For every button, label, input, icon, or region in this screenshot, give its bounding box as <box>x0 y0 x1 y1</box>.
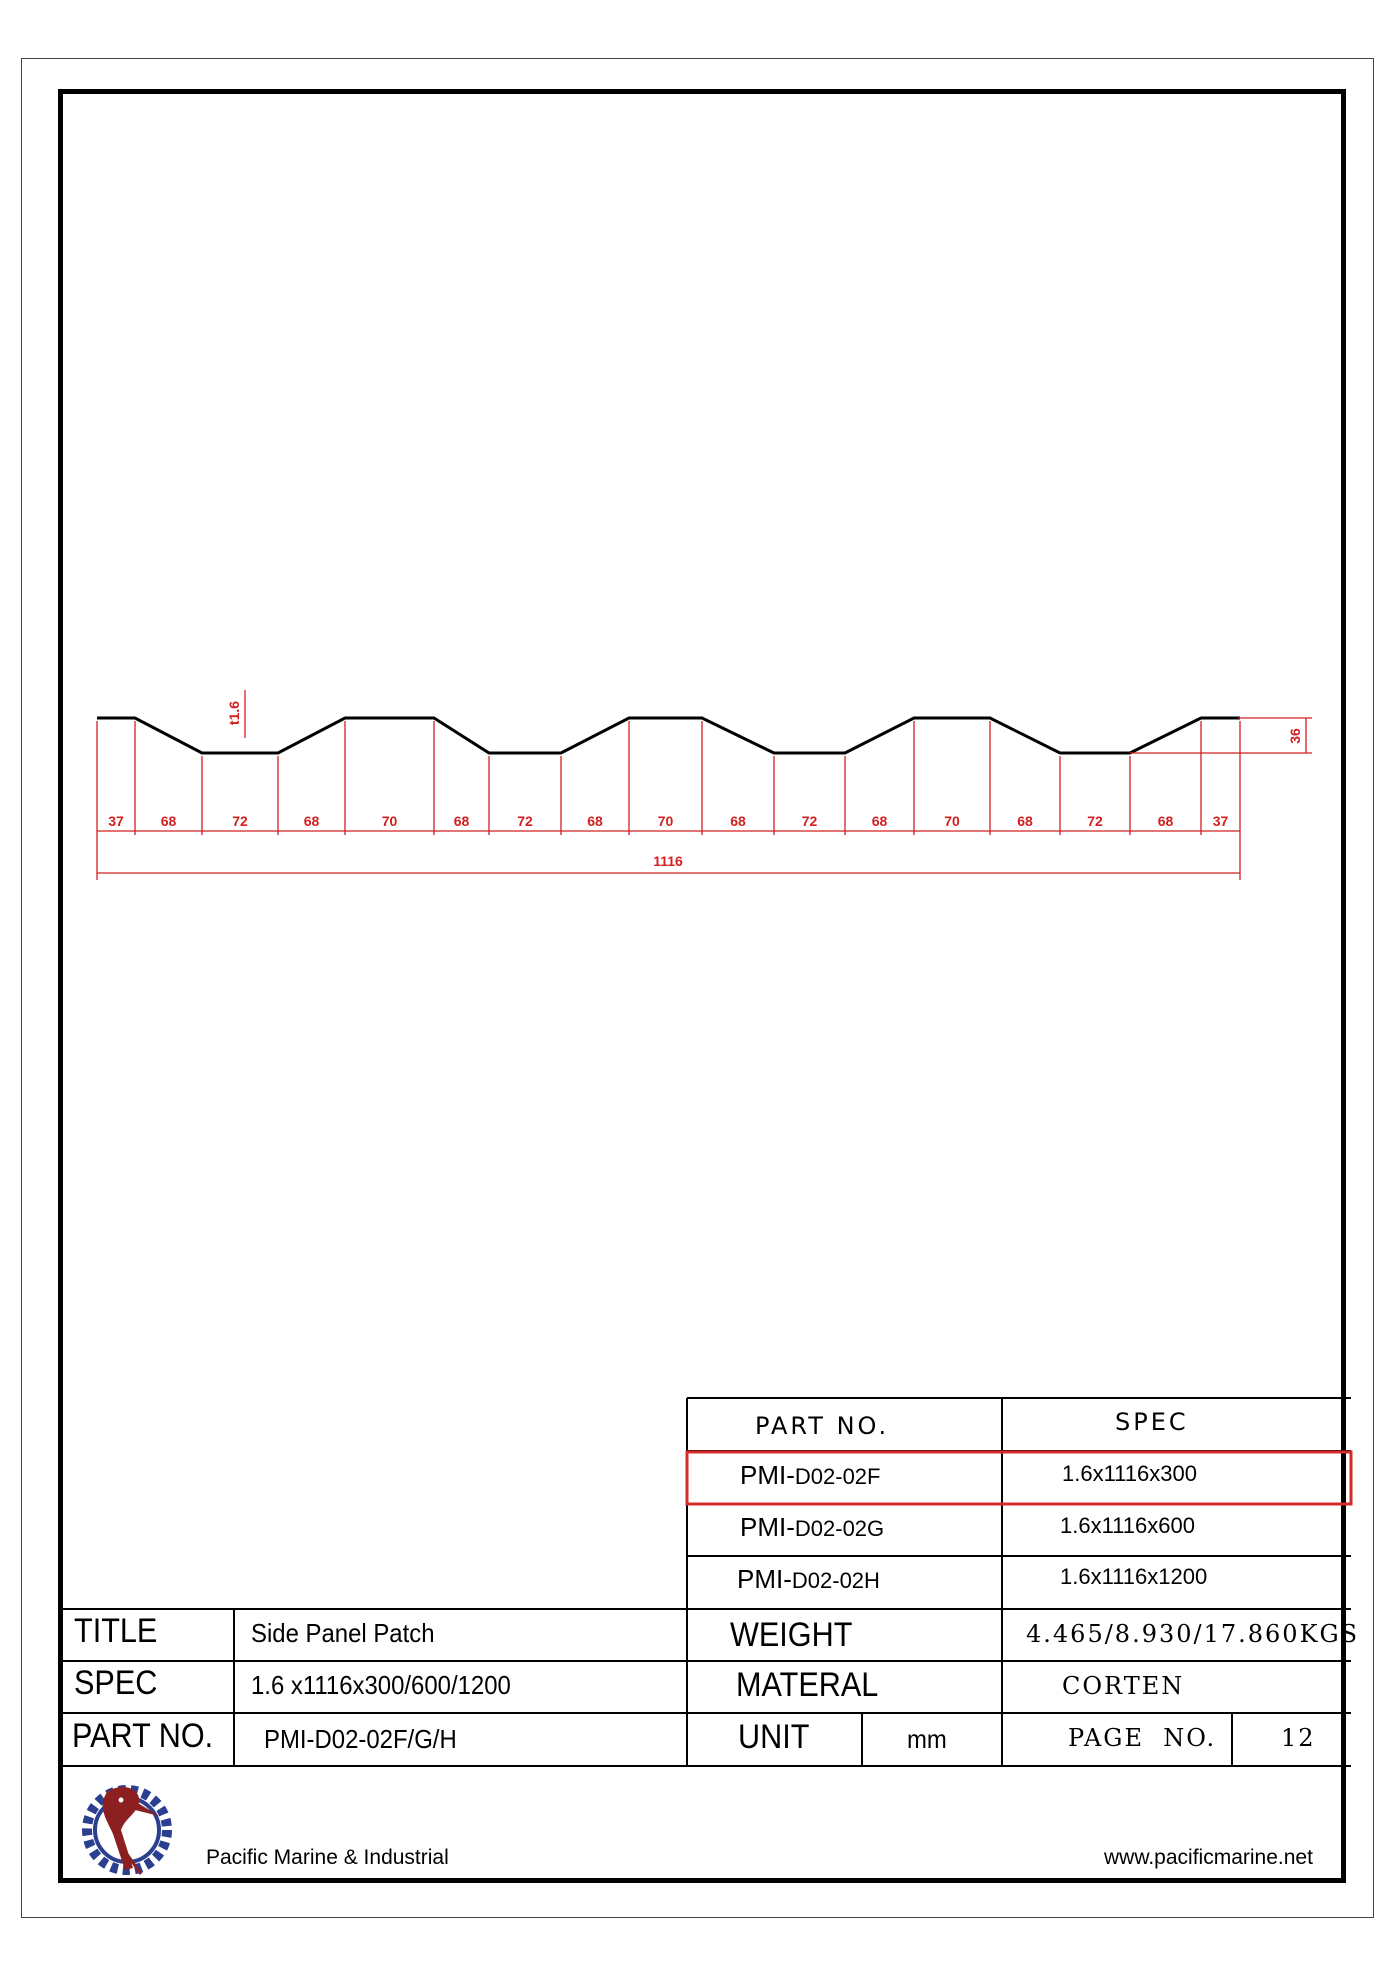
part-spec: 1.6x1116x1200 <box>1060 1564 1208 1589</box>
segment-label: 72 <box>232 813 248 829</box>
part-no-label: PART NO. <box>72 1717 214 1755</box>
unit-value: mm <box>907 1724 947 1754</box>
spec-value: 1.6 x1116x300/600/1200 <box>251 1670 511 1700</box>
weight-value: 4.465/8.930/17.860KGS <box>1026 1620 1360 1648</box>
parts-header-part-no: PART NO. <box>755 1412 890 1440</box>
part-code: D02-02H <box>791 1568 880 1593</box>
segment-label: 68 <box>871 813 888 829</box>
spec-label: SPEC <box>74 1664 158 1702</box>
segment-label: 68 <box>453 813 470 829</box>
part-code: D02-02F <box>794 1464 881 1489</box>
part-prefix: PMI- <box>737 1564 792 1594</box>
segment-label: 68 <box>730 813 746 829</box>
total-width-label: 1116 <box>653 853 683 869</box>
height-label: 36 <box>1287 728 1303 744</box>
segment-label: 72 <box>517 813 533 829</box>
unit-label: UNIT <box>738 1718 810 1756</box>
segment-label: 68 <box>1157 813 1174 829</box>
part-no-value: PMI-D02-02F/G/H <box>264 1724 457 1754</box>
pelican-gear-logo-icon <box>87 1787 167 1874</box>
part-prefix: PMI- <box>740 1460 795 1490</box>
segment-label: 37 <box>1212 813 1229 829</box>
website-link[interactable]: www.pacificmarine.net <box>1104 1846 1313 1869</box>
segment-label: 70 <box>657 813 674 829</box>
segment-label: 68 <box>1017 813 1033 829</box>
parts-header-spec: SPEC <box>1115 1408 1189 1436</box>
table-row[interactable] <box>740 1462 880 1488</box>
table-row[interactable] <box>737 1566 880 1592</box>
segment-label: 72 <box>801 813 818 829</box>
segment-label: 68 <box>587 813 603 829</box>
material-label: MATERAL <box>736 1666 879 1704</box>
panel-profile <box>97 718 1240 753</box>
part-code: D02-02G <box>794 1516 885 1541</box>
segment-label: 37 <box>108 813 124 829</box>
title-value: Side Panel Patch <box>251 1618 435 1648</box>
material-value: CORTEN <box>1062 1672 1185 1700</box>
segment-label: 68 <box>160 813 177 829</box>
company-name: Pacific Marine & Industrial <box>206 1846 449 1869</box>
part-prefix: PMI- <box>740 1512 795 1542</box>
segment-label: 70 <box>381 813 398 829</box>
part-spec: 1.6x1116x600 <box>1060 1513 1195 1538</box>
table-row[interactable] <box>740 1514 884 1540</box>
page-no-value: 12 <box>1281 1724 1316 1752</box>
segment-label: 68 <box>303 813 320 829</box>
weight-label: WEIGHT <box>730 1616 853 1654</box>
page-no-label: PAGE NO. <box>1068 1724 1217 1752</box>
title-label: TITLE <box>74 1612 158 1650</box>
part-spec: 1.6x1116x300 <box>1062 1461 1197 1486</box>
segment-label: 70 <box>944 813 960 829</box>
segment-label: 72 <box>1087 813 1103 829</box>
thickness-label: t1.6 <box>226 700 242 726</box>
